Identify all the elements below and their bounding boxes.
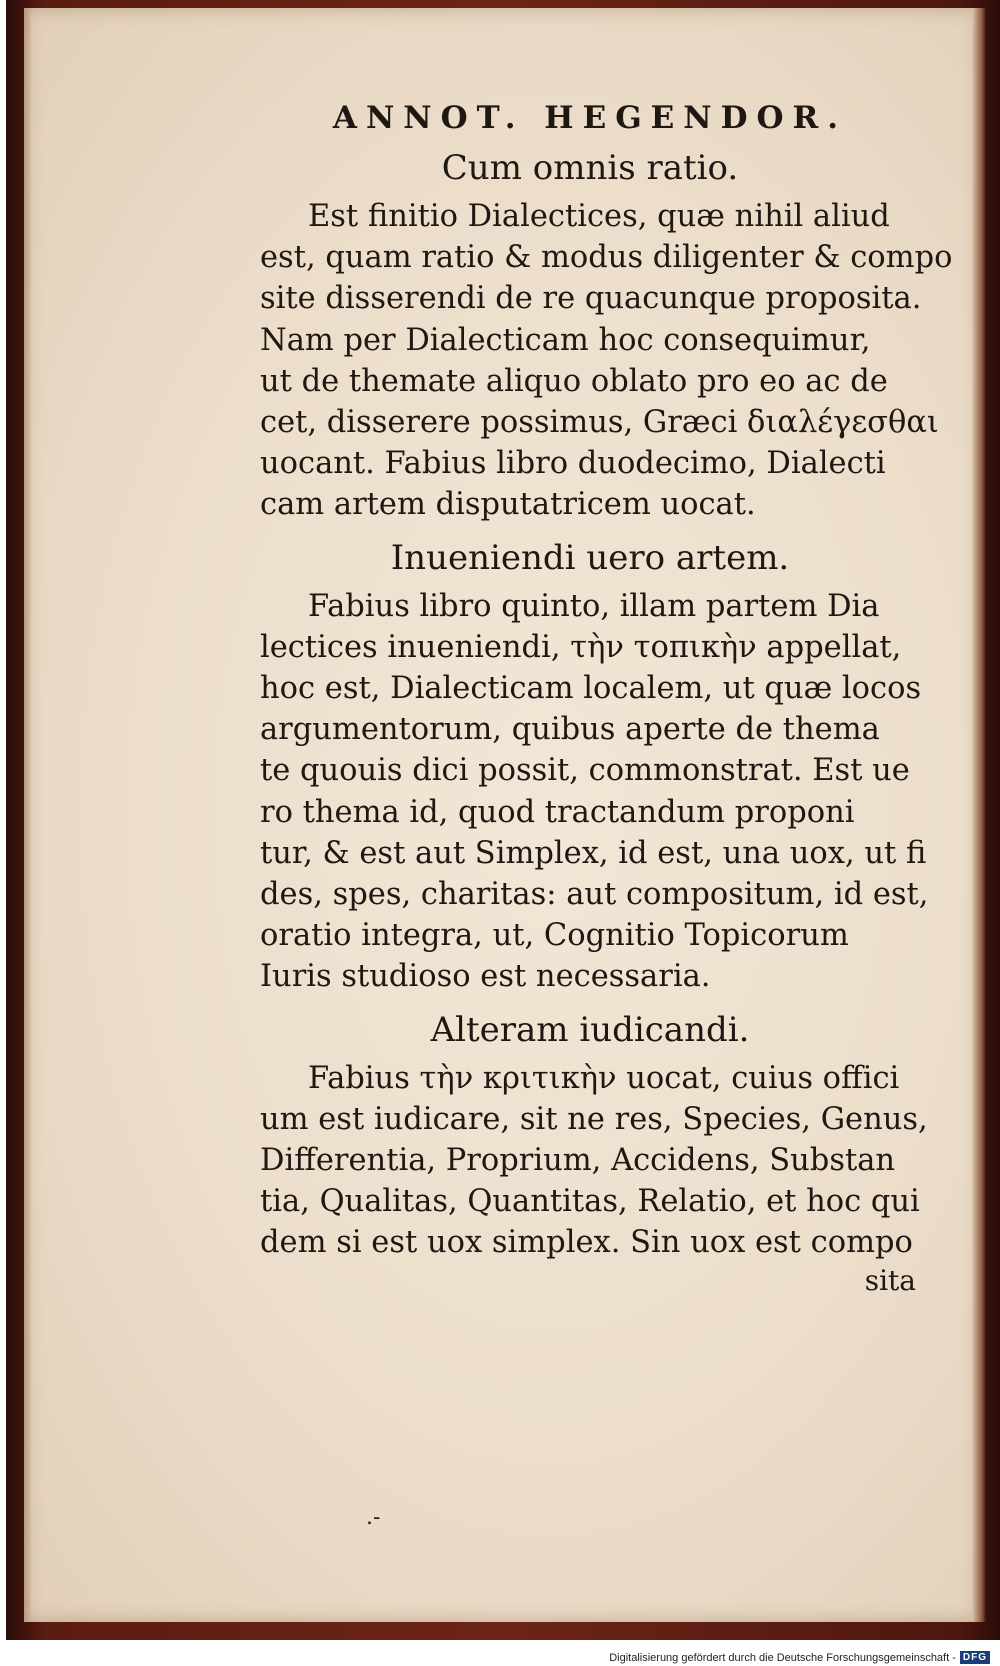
text-line: Fabius τὴν κριτικὴν uocat, cuius offici bbox=[308, 1060, 900, 1096]
text-line: Fabius libro quinto, illam partem Dia bbox=[308, 588, 880, 624]
section-heading: Inueniendi uero artem. bbox=[390, 537, 790, 578]
text-line: uocant. Fabius libro duodecimo, Dialecti bbox=[260, 446, 886, 482]
text-line: argumentorum, quibus aperte de thema bbox=[260, 712, 880, 748]
text-line: cet, disserere possimus, Græci διαλέγεσθαι bbox=[260, 405, 939, 441]
running-head: ANNOT. HEGENDOR. bbox=[332, 100, 848, 136]
text-line: ro thema id, quod tractandum proponi bbox=[260, 794, 855, 830]
text-line: tur, & est aut Simplex, id est, una uox, ut fi bbox=[260, 835, 927, 871]
text-line: oratio integra, ut, Cognitio Topicorum bbox=[260, 918, 849, 954]
section-heading: Cum omnis ratio. bbox=[441, 148, 739, 188]
text-line: est, quam ratio & modus diligenter & compo bbox=[260, 240, 953, 276]
text-line: dem si est uox simplex. Sin uox est compo bbox=[260, 1225, 913, 1261]
paragraph bbox=[260, 586, 929, 998]
text-line: des, spes, charitas: aut compositum, id est, bbox=[260, 877, 929, 913]
text-line: site disserendi de re quacunque proposita. bbox=[260, 281, 922, 317]
page-mark: .- bbox=[366, 1505, 381, 1530]
text-line: cam artem disputatricem uocat. bbox=[260, 487, 756, 523]
text-line: Nam per Dialecticam hoc consequimur, bbox=[260, 322, 871, 358]
dfg-logo-icon: DFG bbox=[960, 1651, 990, 1664]
text-block bbox=[260, 100, 953, 1298]
text-line: tia, Qualitas, Quantitas, Relatio, et hoc qui bbox=[260, 1184, 920, 1220]
text-line: Est finitio Dialectices, quæ nihil aliud bbox=[308, 199, 890, 234]
footer-credit bbox=[609, 1651, 990, 1664]
text-line: hoc est, Dialecticam localem, ut quæ locos bbox=[260, 671, 922, 707]
paragraph bbox=[260, 196, 953, 526]
catchword: sita bbox=[864, 1263, 916, 1297]
text-line: ut de themate aliquo oblato pro eo ac de bbox=[260, 363, 888, 399]
footer-text: Digitalisierung gefördert durch die Deutsche Forschungsgemeinschaft - bbox=[609, 1651, 956, 1664]
page-left-edge bbox=[24, 8, 32, 1622]
text-line: um est iudicare, sit ne res, Species, Genus, bbox=[260, 1101, 928, 1137]
text-line: te quouis dici possit, commonstrat. Est ue bbox=[260, 753, 910, 789]
text-line: lectices inueniendi, τὴν τοπικὴν appellat, bbox=[260, 629, 902, 665]
section-heading: Alteram iudicandi. bbox=[430, 1009, 750, 1050]
paragraph bbox=[260, 1058, 928, 1264]
text-line: Differentia, Proprium, Accidens, Substan bbox=[260, 1143, 896, 1179]
page-right-edge bbox=[972, 8, 986, 1622]
text-line: Iuris studioso est necessaria. bbox=[260, 959, 711, 995]
